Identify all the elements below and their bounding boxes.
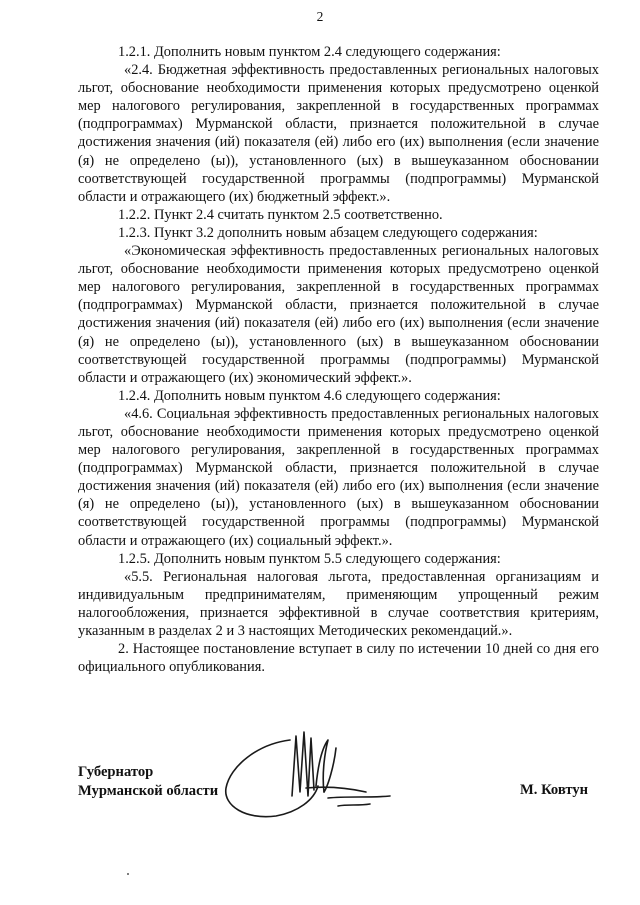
paragraph-2-effective-date: 2. Настоящее постановление вступает в силу по истечении 10 дней со дня его официального опубликования. [78, 641, 599, 676]
signatory-position [78, 763, 218, 801]
paragraph-4-6-quote: «4.6. Социальная эффективность предоставленных региональных налоговых льгот, обоснование необходимости применения которых предусмотрено оценкой мер налогового регулирования, закрепленной в государственных программах (подпрограммах) Мурманской области, признается положительной в случае достижения значения (ий) показателя (ей) либо его (их) выполнения (если значение (я) не определено (ы)), установленного (ых) в вышеуказанном обосновании соответствующей государственной программы (подпрограммы) Мурманской области и отражающего (их) социальный эффект.». [78, 405, 599, 549]
signatory-name: М. Ковтун [520, 782, 589, 798]
signatory-position-line1: Губернатор [78, 764, 154, 780]
handwritten-signature [218, 726, 398, 826]
paragraph-1-2-3: 1.2.3. Пункт 3.2 дополнить новым абзацем следующего содержания: [118, 224, 538, 241]
page-number: 2 [316, 9, 324, 24]
paragraph-1-2-2: 1.2.2. Пункт 2.4 считать пунктом 2.5 соответственно. [118, 206, 443, 223]
paragraph-1-2-5: 1.2.5. Дополнить новым пунктом 5.5 следующего содержания: [118, 550, 501, 567]
paragraph-3-2-quote: «Экономическая эффективность предоставленных региональных налоговых льгот, обоснование необходимости применения которых предусмотрено оценкой мер налогового регулирования, закрепленной в государственных программах (подпрограммах) Мурманской области, признается положительной в случае достижения значения (ий) показателя (ей) либо его (их) выполнения (если значение (я) не определено (ы)), установленного (ых) в вышеуказанном обосновании соответствующей государственной программы (подпрограммы) Мурманской области и отражающего (их) экономический эффект.». [78, 243, 599, 386]
paragraph-1-2-1: 1.2.1. Дополнить новым пунктом 2.4 следующего содержания: [118, 44, 501, 60]
paragraph-2-4-quote: «2.4. Бюджетная эффективность предоставленных региональных налоговых льгот, обоснование необходимости применения которых предусмотрено оценкой мер налогового регулирования, закрепленной в государственных программах (подпрограммах) Мурманской области, признается положительной в случае достижения значения (ий) показателя (ей) либо его (их) выполнения (если значение (я) не определено (ы)), установленного (ых) в вышеуказанном обосновании соответствующей государственной программы (подпрограммы) Мурманской области и отражающего (их) бюджетный эффект.». [78, 62, 599, 205]
signatory-position-line2: Мурманской области [78, 783, 219, 799]
paragraph-5-5-quote: «5.5. Региональная налоговая льгота, предоставленная организациям и индивидуальным предпринимателям, применяющим упрощенный режим налогообложения, признается эффективной в случае соответствия критериям, указанным в разделах 2 и 3 настоящих Методических рекомендаций.». [78, 568, 599, 639]
scan-dot [127, 873, 129, 875]
document-body [78, 43, 599, 676]
paragraph-1-2-4: 1.2.4. Дополнить новым пунктом 4.6 следующего содержания: [118, 387, 501, 404]
